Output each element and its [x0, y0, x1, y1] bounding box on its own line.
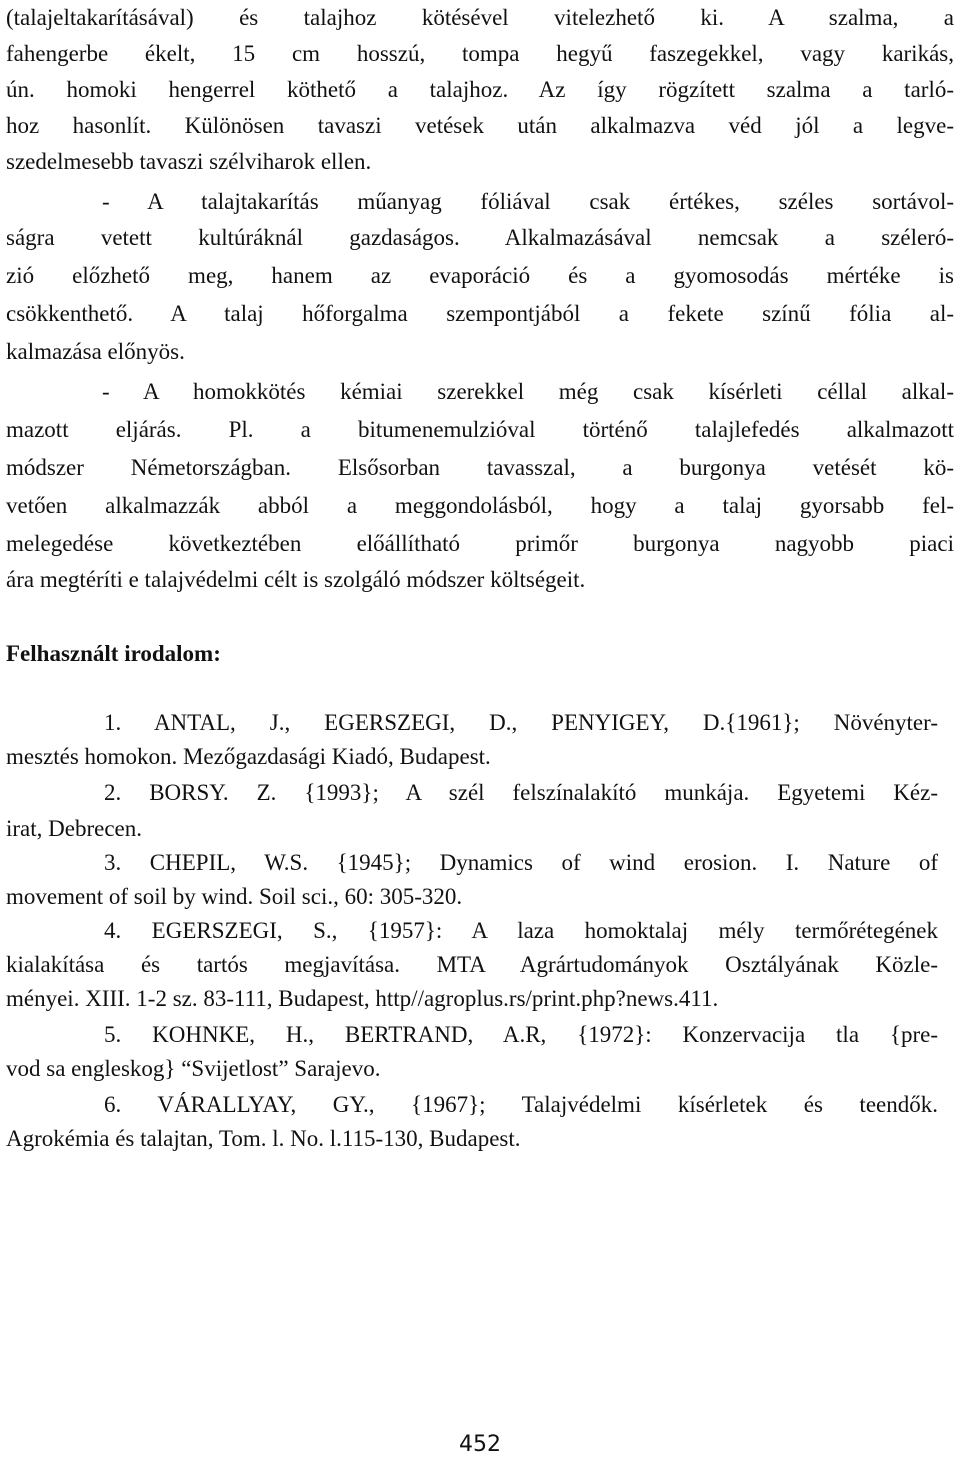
body-line: csökkenthető. A talaj hőforgalma szempontjából a fekete színű fólia al-	[6, 301, 954, 326]
reference-line: ményei. XIII. 1-2 sz. 83-111, Budapest, http//agroplus.rs/print.php?news.411.	[6, 986, 719, 1011]
body-line: ára megtéríti e talajvédelmi célt is szolgáló módszer költségeit.	[6, 567, 586, 592]
body-line: (talajeltakarításával) és talajhoz kötésével vitelezhető ki. A szalma, a	[6, 5, 954, 30]
body-line: - A talajtakarítás műanyag fóliával csak értékes, széles sortávol-	[102, 189, 954, 214]
body-line: szedelmesebb tavaszi szélviharok ellen.	[6, 149, 372, 174]
body-line: mazott eljárás. Pl. a bitumenemulzióval történő talajlefedés alkalmazott	[6, 417, 954, 442]
reference-line: 3. CHEPIL, W.S. {1945}; Dynamics of wind erosion. I. Nature of	[104, 850, 938, 875]
body-line: kalmazása előnyös.	[6, 339, 185, 364]
reference-line: 2. BORSY. Z. {1993}; A szél felszínalakító munkája. Egyetemi Kéz-	[104, 780, 938, 805]
body-line: vetően alkalmazzák abból a meggondolásból, hogy a talaj gyorsabb fel-	[6, 493, 954, 518]
reference-line: mesztés homokon. Mezőgazdasági Kiadó, Budapest.	[6, 744, 491, 769]
body-line: módszer Németországban. Elsősorban tavasszal, a burgonya vetését kö-	[6, 455, 954, 480]
body-line: - A homokkötés kémiai szerekkel még csak kísérleti céllal alkal-	[102, 379, 954, 404]
reference-line: 1. ANTAL, J., EGERSZEGI, D., PENYIGEY, D.{1961}; Növényter-	[104, 710, 938, 735]
reference-line: 6. VÁRALLYAY, GY., {1967}; Talajvédelmi kísérletek és teendők.	[104, 1092, 938, 1117]
body-line: hoz hasonlít. Különösen tavaszi vetések után alkalmazva véd jól a legve-	[6, 113, 954, 138]
references-heading: Felhasznált irodalom:	[6, 641, 221, 666]
reference-line: movement of soil by wind. Soil sci., 60: 305-320.	[6, 884, 463, 909]
reference-line: 4. EGERSZEGI, S., {1957}: A laza homoktalaj mély termőrétegének	[104, 918, 938, 943]
body-line: ún. homoki hengerrel köthető a talajhoz. Az így rögzített szalma a tarló-	[6, 77, 954, 102]
reference-line: Agrokémia és talajtan, Tom. l. No. l.115-130, Budapest.	[6, 1126, 521, 1151]
body-line: ságra vetett kultúráknál gazdaságos. Alkalmazásával nemcsak a széleró-	[6, 225, 954, 250]
body-line: fahengerbe ékelt, 15 cm hosszú, tompa hegyű faszegekkel, vagy karikás,	[6, 41, 954, 66]
page-number: 452	[459, 1432, 501, 1457]
body-line: melegedése következtében előállítható primőr burgonya nagyobb piaci	[6, 531, 954, 556]
body-line: zió előzhető meg, hanem az evaporáció és a gyomosodás mértéke is	[6, 263, 954, 288]
reference-line: 5. KOHNKE, H., BERTRAND, A.R, {1972}: Konzervacija tla {pre-	[104, 1022, 938, 1047]
reference-line: vod sa engleskog} “Svijetlost” Sarajevo.	[6, 1056, 381, 1081]
reference-line: kialakítása és tartós megjavítása. MTA Agrártudományok Osztályának Közle-	[6, 952, 938, 977]
reference-line: irat, Debrecen.	[6, 816, 143, 841]
